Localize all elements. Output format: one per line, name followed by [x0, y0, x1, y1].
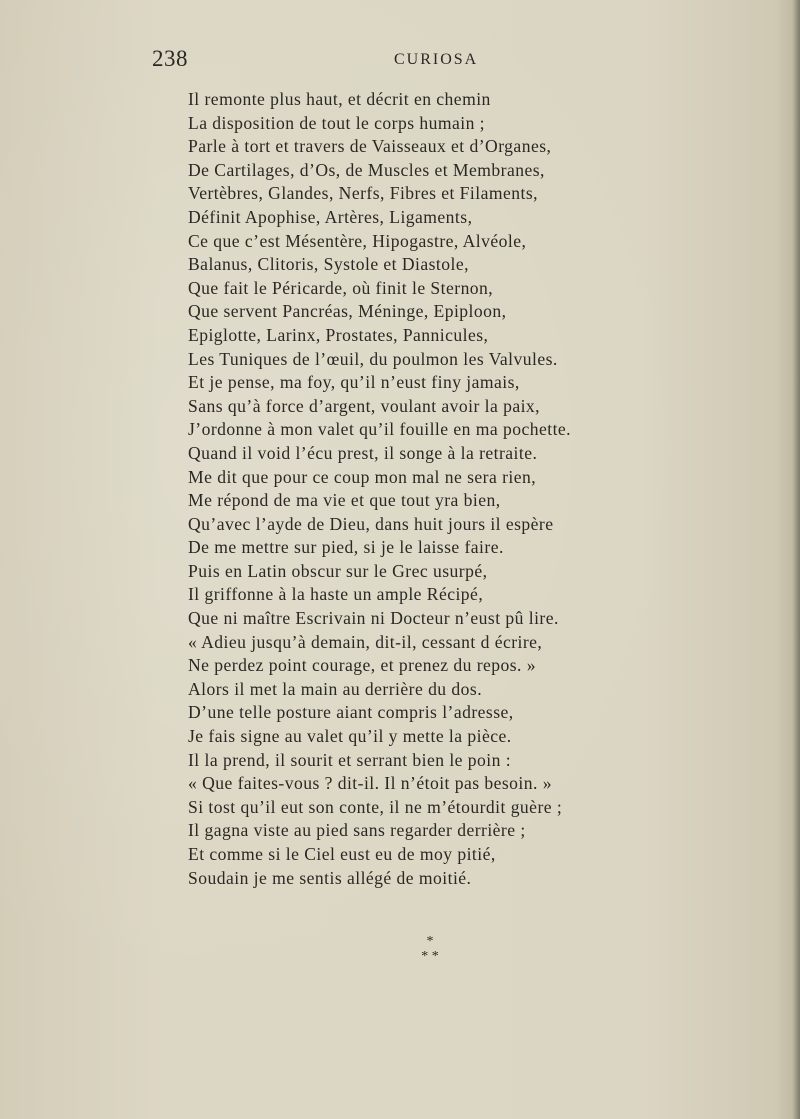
verse-line: Que ni maître Escrivain ni Docteur n’eust pû lire. [188, 608, 559, 629]
verse-line: De me mettre sur pied, si je le laisse faire. [188, 537, 504, 558]
verse-line: Et je pense, ma foy, qu’il n’eust finy jamais, [188, 372, 520, 393]
page-edge [792, 0, 800, 1119]
verse-line: Quand il void l’écu prest, il songe à la retraite. [188, 442, 538, 463]
verse-line: Il la prend, il sourit et serrant bien le poin : [188, 749, 512, 770]
verse-line: « Que faites-vous ? dit-il. Il n’étoit pas besoin. » [188, 773, 552, 794]
verse-line: Qu’avec l’ayde de Dieu, dans huit jours il espère [188, 513, 554, 534]
verse-line: Me dit que pour ce coup mon mal ne sera rien, [188, 466, 537, 487]
running-head [0, 46, 800, 76]
verse-line: Epiglotte, Larinx, Prostates, Pannicules, [188, 324, 489, 345]
poem-text [188, 88, 648, 890]
verse-line: Et comme si le Ciel eust eu de moy pitié, [188, 844, 496, 864]
verse-line: Soudain je me sentis allégé de moitié. [188, 867, 472, 888]
verse-line: La disposition de tout le corps humain ; [188, 112, 486, 133]
verse-line: Il remonte plus haut, et décrit en chemin [188, 89, 491, 109]
verse-line: Balanus, Clitoris, Systole et Diastole, [188, 254, 469, 275]
asterism-bottom: * * [421, 949, 439, 964]
verse-line: Sans qu’à force d’argent, voulant avoir la paix, [188, 395, 541, 416]
verse-line: « Adieu jusqu’à demain, dit-il, cessant d écrire, [188, 631, 543, 652]
verse-line: Vertèbres, Glandes, Nerfs, Fibres et Filaments, [188, 183, 538, 204]
verse-line: Définit Apophise, Artères, Ligaments, [188, 206, 473, 227]
verse-line: Alors il met la main au derrière du dos. [188, 678, 483, 699]
asterism-top: * [426, 934, 434, 949]
verse-line: D’une telle posture aiant compris l’adresse, [188, 702, 514, 723]
verse-line: Puis en Latin obscur sur le Grec usurpé, [188, 560, 488, 581]
verse-line: Parle à tort et travers de Vaisseaux et d’Organes, [188, 136, 552, 157]
page-number: 238 [152, 46, 188, 71]
verse-line: Il gagna viste au pied sans regarder derrière ; [188, 820, 526, 841]
verse-line: Si tost qu’il eut son conte, il ne m’étourdit guère ; [188, 796, 563, 817]
verse-line: Ce que c’est Mésentère, Hipogastre, Alvéole, [188, 230, 527, 251]
running-title: CURIOSA [394, 51, 479, 68]
verse-line: Ne perdez point courage, et prenez du repos. » [188, 655, 536, 676]
verse-line: Me répond de ma vie et que tout yra bien, [188, 490, 501, 511]
verse-line: Que fait le Péricarde, où finit le Sternon, [188, 277, 494, 298]
verse-line: Je fais signe au valet qu’il y mette la pièce. [188, 726, 512, 747]
verse-line: De Cartilages, d’Os, de Muscles et Membranes, [188, 159, 545, 180]
asterism-ornament [400, 935, 460, 965]
verse-line: Que servent Pancréas, Méninge, Epiploon, [188, 301, 507, 322]
verse-line: Les Tuniques de l’œuil, du poulmon les Valvules. [188, 348, 558, 369]
verse-line: J’ordonne à mon valet qu’il fouille en ma pochette. [188, 419, 572, 440]
verse-line: Il griffonne à la haste un ample Récipé, [188, 584, 484, 605]
